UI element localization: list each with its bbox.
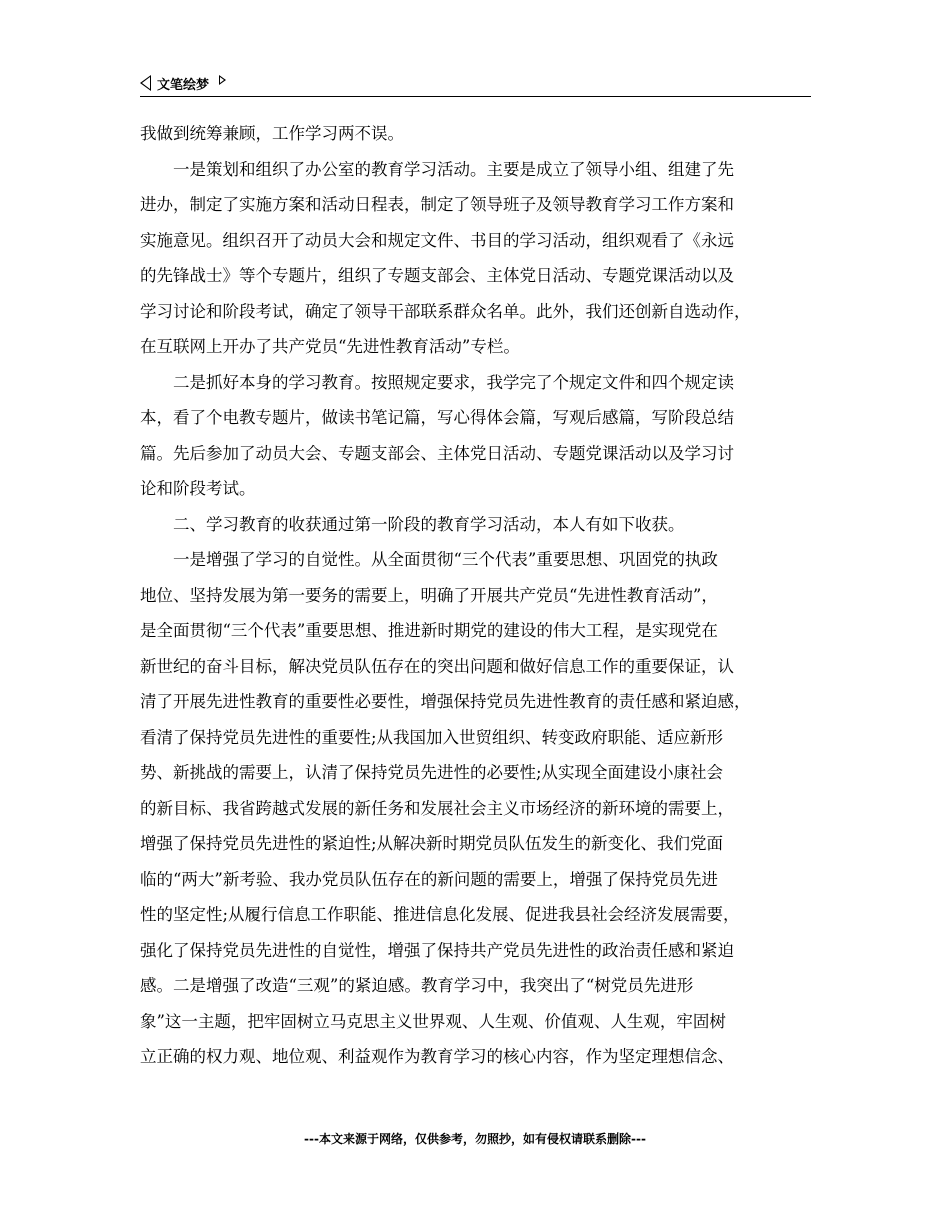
text-line: 势、新挑战的需要上，认清了保持党员先进性的必要性;从实现全面建设小康社会 xyxy=(140,763,724,782)
text-line: 实施意见。组织召开了动员大会和规定文件、书目的学习活动，组织观看了《永远 xyxy=(140,230,734,250)
text-line: 地位、坚持发展为第一要务的需要上，明确了开展共产党员“先进性教育活动”， xyxy=(140,585,718,605)
text-line: 象”这一主题，把牢固树立马克思主义世界观、人生观、价值观、人生观，牢固树 xyxy=(140,1011,726,1031)
triangle-left-icon xyxy=(140,75,151,91)
text-line: 看清了保持党员先进性的重要性;从我国加入世贸组织、转变政府职能、适应新形 xyxy=(140,727,724,747)
text-line: 一是增强了学习的自觉性。从全面贯彻“三个代表”重要思想、巩固党的执政 xyxy=(173,550,718,569)
triangle-right-icon xyxy=(219,75,226,85)
page-header xyxy=(140,70,811,97)
footer-disclaimer: ---本文来源于网络，仅供参考，勿照抄，如有侵权请联系删除--- xyxy=(304,1132,646,1146)
text-line: 的先锋战士》等个专题片，组织了专题支部会、主体党日活动、专题党课活动以及 xyxy=(140,266,734,285)
text-line: 在互联网上开办了共产党员“先进性教育活动”专栏。 xyxy=(140,337,520,356)
text-line: 我做到统筹兼顾，工作学习两不误。 xyxy=(140,124,404,143)
text-line: 二、学习教育的收获通过第一阶段的教育学习活动，本人有如下收获。 xyxy=(173,514,685,534)
text-line: 是全面贯彻“三个代表”重要思想、推进新时期党的建设的伟大工程，是实现党在 xyxy=(140,621,718,640)
text-line: 篇。先后参加了动员大会、专题支部会、主体党日活动、专题党课活动以及学习讨 xyxy=(140,443,734,463)
text-line: 感。二是增强了改造“三观”的紧迫感。教育学习中，我突出了“树党员先进形 xyxy=(140,976,694,995)
text-line: 的新目标、我省跨越式发展的新任务和发展社会主义市场经济的新环境的需要上， xyxy=(140,798,734,818)
document-body xyxy=(140,116,816,1075)
text-line: 论和阶段考试。 xyxy=(140,479,256,498)
text-line: 一是策划和组织了办公室的教育学习活动。主要是成立了领导小组、组建了先 xyxy=(173,159,734,179)
text-line: 性的坚定性;从履行信息工作职能、推进信息化发展、促进我县社会经济发展需要， xyxy=(140,905,740,924)
header-title: 文笔绘梦 xyxy=(157,77,210,93)
text-line: 临的“两大”新考验、我办党员队伍存在的新问题的需要上，增强了保持党员先进 xyxy=(140,869,718,889)
text-line: 强化了保持党员先进性的自觉性，增强了保持共产党员先进性的政治责任感和紧迫 xyxy=(140,940,734,960)
text-line: 学习讨论和阶段考试，确定了领导干部联系群众名单。此外，我们还创新自选动作， xyxy=(140,301,751,321)
text-line: 新世纪的奋斗目标，解决党员队伍存在的突出问题和做好信息工作的重要保证，认 xyxy=(140,656,734,676)
text-line: 增强了保持党员先进性的紧迫性;从解决新时期党员队伍发生的新变化、我们党面 xyxy=(140,834,724,853)
text-line: 本，看了个电教专题片，做读书笔记篇，写心得体会篇，写观后感篇，写阶段总结 xyxy=(140,408,734,427)
text-line: 进办，制定了实施方案和活动日程表，制定了领导班子及领导教育学习工作方案和 xyxy=(140,195,734,214)
text-line: 二是抓好本身的学习教育。按照规定要求，我学完了个规定文件和四个规定读 xyxy=(173,372,734,392)
text-line: 立正确的权力观、地位观、利益观作为教育学习的核心内容，作为坚定理想信念、 xyxy=(140,1047,734,1066)
text-line: 清了开展先进性教育的重要性必要性，增强保持党员先进性教育的责任感和紧迫感， xyxy=(140,692,751,711)
